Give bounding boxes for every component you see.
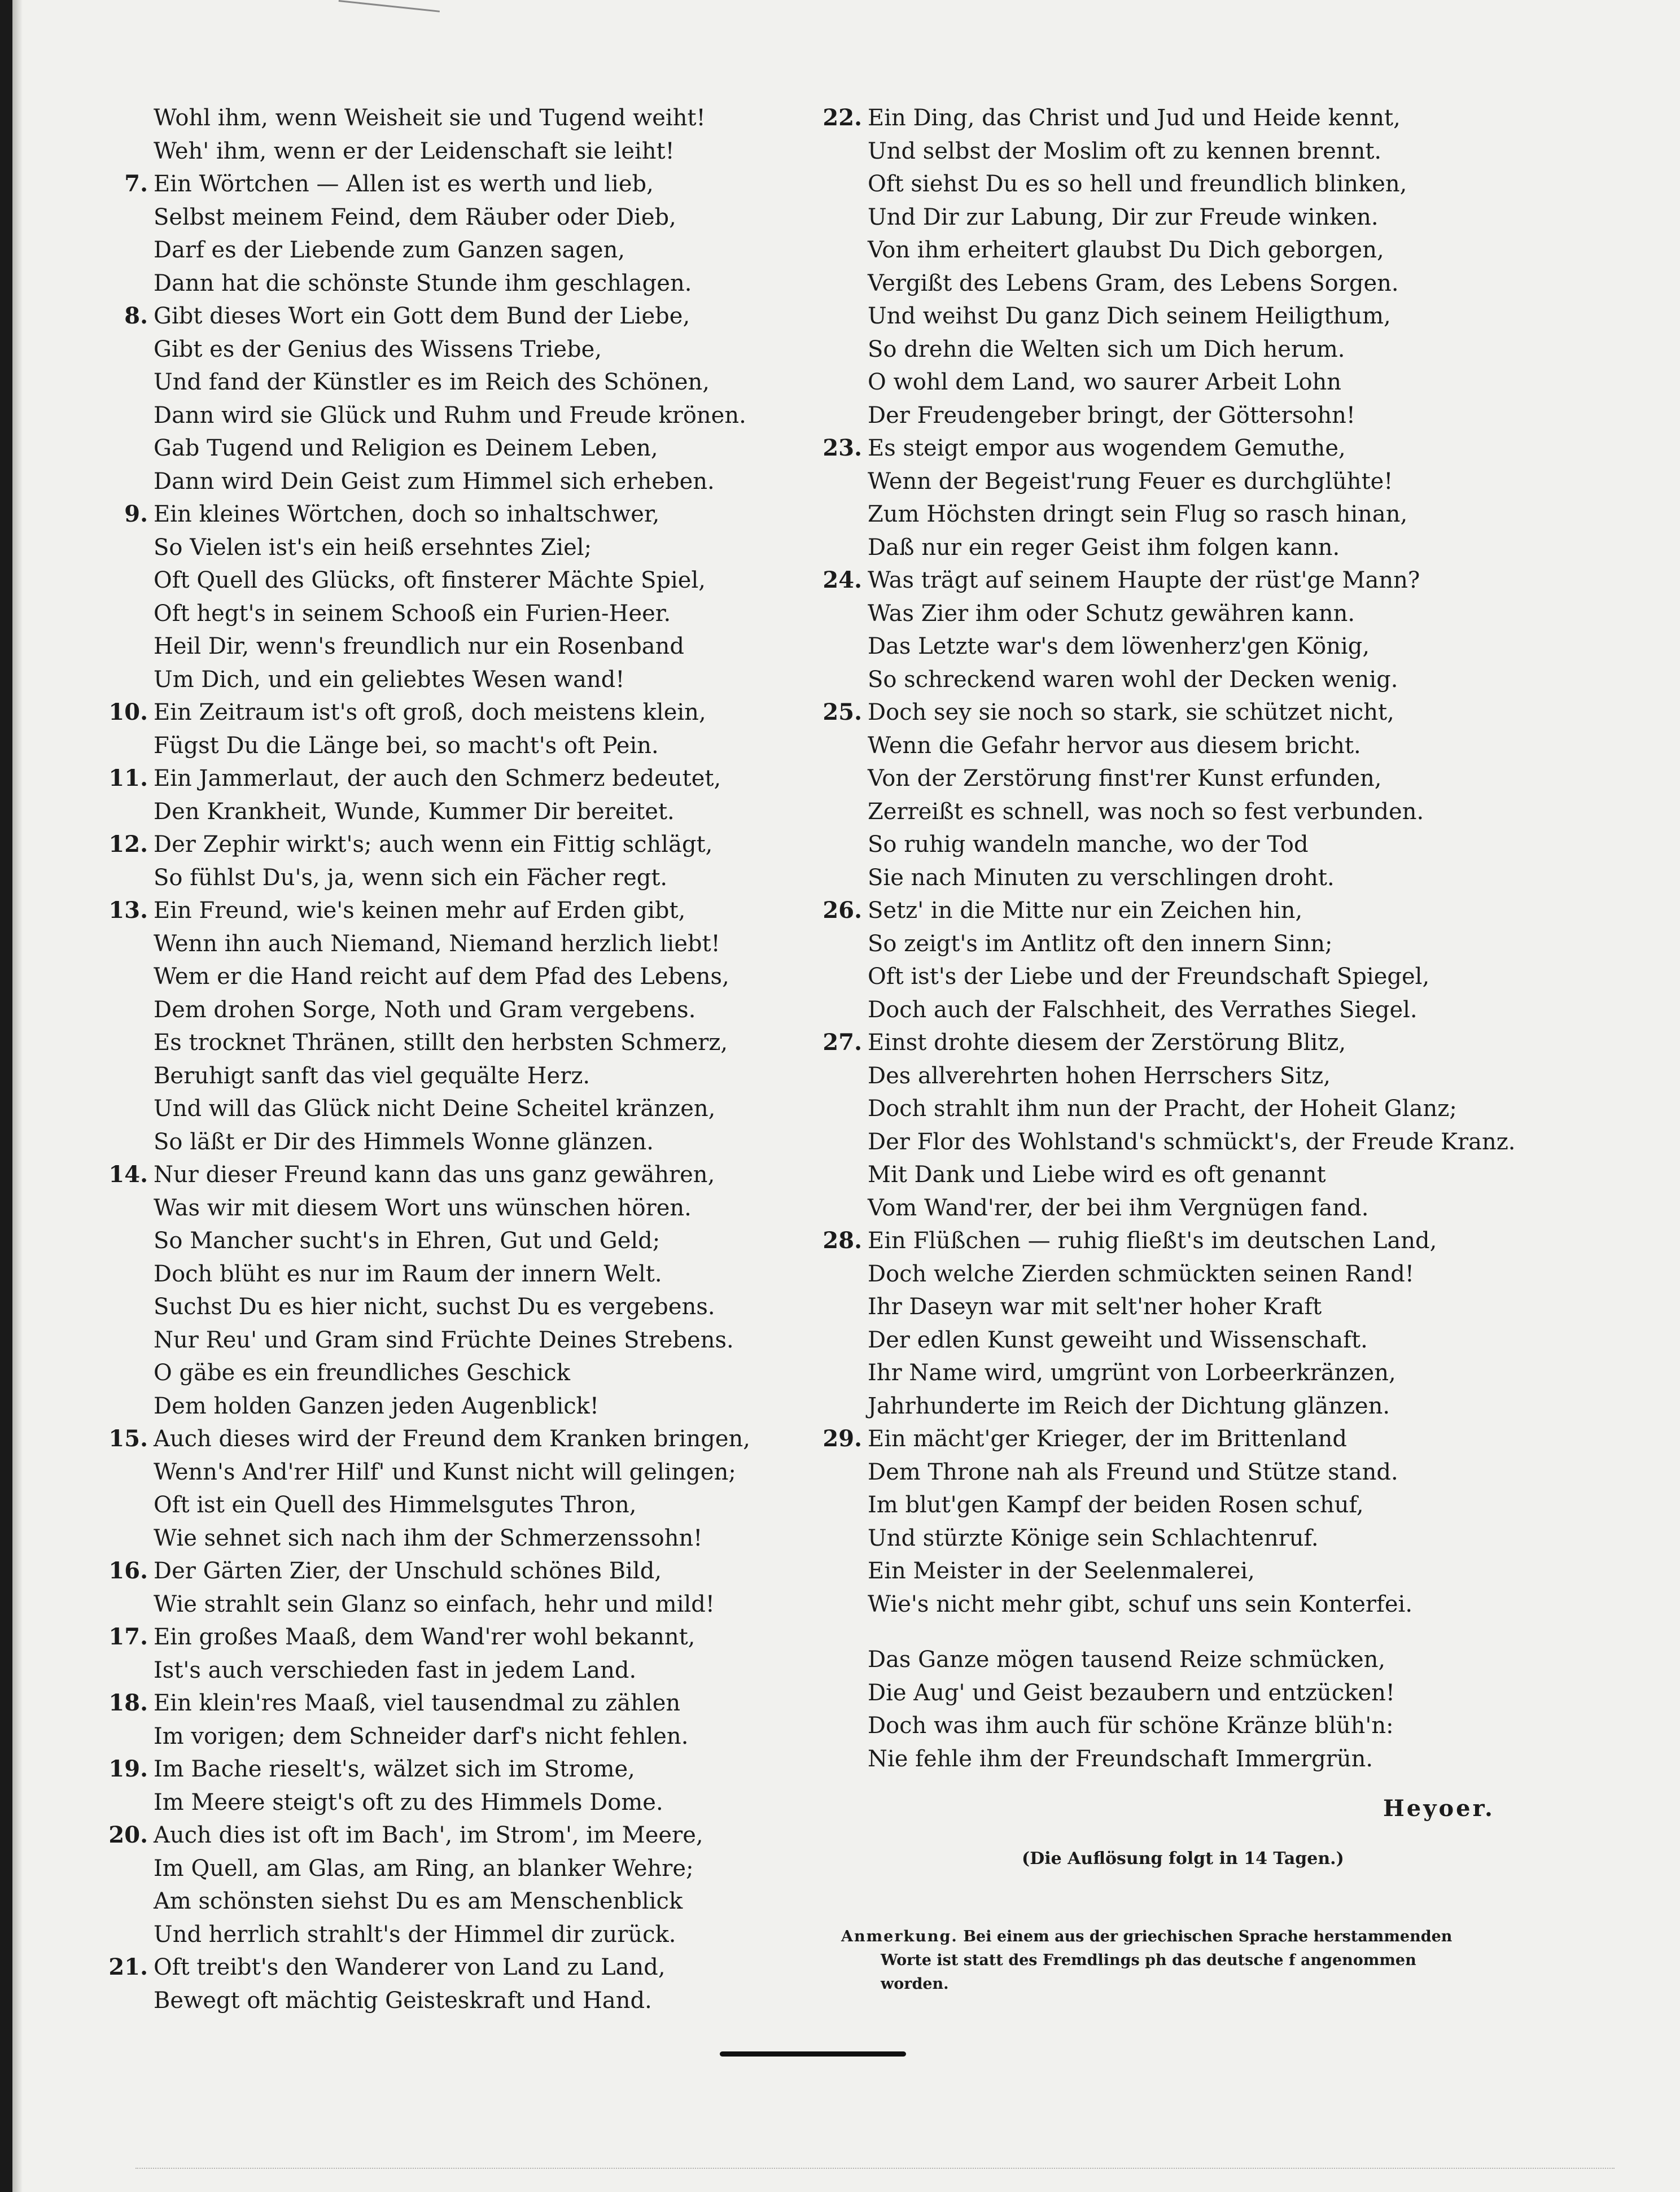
verse-line bbox=[107, 1192, 745, 1225]
verse-line bbox=[107, 729, 745, 763]
verse-line bbox=[821, 333, 1600, 366]
verse-line bbox=[821, 498, 1600, 531]
riddle-stanza bbox=[107, 828, 745, 894]
verse-text: Was Zier ihm oder Schutz gewähren kann. bbox=[868, 600, 1355, 627]
riddle-stanza bbox=[821, 432, 1600, 564]
verse-text: Jahrhunderte im Reich der Dichtung glänzen. bbox=[868, 1393, 1390, 1419]
footnote-line-3: worden. bbox=[881, 1975, 949, 1993]
verse-line bbox=[821, 1126, 1600, 1159]
verse-text: Und fand der Künstler es im Reich des Schönen, bbox=[154, 369, 710, 395]
verse-text: Der edlen Kunst geweiht und Wissenschaft. bbox=[868, 1327, 1368, 1353]
verse-text: Von der Zerstörung finst'rer Kunst erfunden, bbox=[868, 765, 1382, 791]
verse-line bbox=[821, 168, 1600, 201]
verse-line bbox=[107, 663, 745, 697]
verse-text: Es steigt empor aus wogendem Gemuthe, bbox=[868, 435, 1346, 461]
verse-text: Wem er die Hand reicht auf dem Pfad des Lebens, bbox=[154, 964, 729, 990]
verse-line bbox=[107, 927, 745, 961]
verse-line bbox=[107, 465, 745, 498]
verse-text: Das Letzte war's dem löwenherz'gen König, bbox=[868, 633, 1370, 659]
verse-text: So läßt er Dir des Himmels Wonne glänzen. bbox=[154, 1128, 654, 1155]
verse-line bbox=[107, 1819, 745, 1852]
verse-line bbox=[107, 1687, 745, 1720]
verse-line bbox=[821, 1026, 1600, 1060]
verse-text: Fügst Du die Länge bei, so macht's oft Pein. bbox=[154, 732, 659, 759]
verse-line bbox=[821, 663, 1600, 697]
riddle-stanza bbox=[821, 102, 1600, 432]
verse-text: Nur dieser Freund kann das uns ganz gewähren, bbox=[154, 1162, 715, 1188]
verse-text: O wohl dem Land, wo saurer Arbeit Lohn bbox=[868, 369, 1342, 395]
verse-text: Dem Throne nah als Freund und Stütze stand. bbox=[868, 1459, 1398, 1485]
verse-text: Und will das Glück nicht Deine Scheitel kränzen, bbox=[154, 1096, 716, 1122]
verse-line bbox=[821, 300, 1600, 333]
verse-text: Doch strahlt ihm nun der Pracht, der Hoheit Glanz; bbox=[868, 1096, 1457, 1122]
verse-line bbox=[107, 1158, 745, 1192]
verse-line bbox=[821, 1192, 1600, 1225]
stanza-number: 18. bbox=[108, 1690, 148, 1716]
verse-line bbox=[821, 696, 1600, 729]
verse-text: Und Dir zur Labung, Dir zur Freude winken. bbox=[868, 204, 1379, 230]
verse-line bbox=[821, 201, 1600, 234]
verse-line bbox=[107, 1885, 745, 1918]
verse-text: Oft ist ein Quell des Himmelsgutes Thron, bbox=[154, 1492, 637, 1518]
verse-line bbox=[821, 1643, 1600, 1677]
stanza-number: 29. bbox=[823, 1425, 862, 1452]
bottom-ornament-rule bbox=[720, 2051, 906, 2057]
verse-line bbox=[821, 828, 1600, 861]
riddle-stanza bbox=[821, 1026, 1600, 1224]
verse-text: Und weihst Du ganz Dich seinem Heiligthum, bbox=[868, 303, 1391, 329]
verse-text: Heil Dir, wenn's freundlich nur ein Rosenband bbox=[154, 633, 685, 659]
verse-text: Wie sehnet sich nach ihm der Schmerzenssohn! bbox=[154, 1525, 703, 1551]
bottom-bleedthrough bbox=[135, 2168, 1615, 2170]
verse-text: Wohl ihm, wenn Weisheit sie und Tugend weiht! bbox=[154, 105, 706, 131]
verse-text: Dem drohen Sorge, Noth und Gram vergebens. bbox=[154, 996, 696, 1023]
verse-line bbox=[107, 795, 745, 829]
verse-line bbox=[107, 861, 745, 895]
verse-line bbox=[821, 1423, 1600, 1456]
verse-text: Ein Ding, das Christ und Jud und Heide kennt, bbox=[868, 105, 1401, 131]
verse-line bbox=[107, 1324, 745, 1357]
stanza-number: 26. bbox=[823, 897, 862, 924]
verse-line bbox=[821, 1324, 1600, 1357]
verse-line bbox=[107, 1357, 745, 1390]
verse-line bbox=[107, 1026, 745, 1060]
verse-text: Weh' ihm, wenn er der Leidenschaft sie leiht! bbox=[154, 138, 675, 164]
verse-line bbox=[821, 1357, 1600, 1390]
verse-line bbox=[821, 729, 1600, 763]
verse-text: Im Bache rieselt's, wälzet sich im Strome, bbox=[154, 1756, 635, 1782]
verse-line bbox=[107, 1951, 745, 1984]
verse-text: Wie's nicht mehr gibt, schuf uns sein Konterfei. bbox=[868, 1591, 1413, 1617]
verse-text: So drehn die Welten sich um Dich herum. bbox=[868, 336, 1345, 362]
stanza-number: 14. bbox=[108, 1161, 148, 1188]
verse-line bbox=[107, 1390, 745, 1423]
verse-line bbox=[821, 1092, 1600, 1126]
top-scratch-line bbox=[339, 0, 440, 12]
verse-text: Oft ist's der Liebe und der Freundschaft Spiegel, bbox=[868, 964, 1430, 990]
verse-text: So schreckend waren wohl der Decken wenig. bbox=[868, 666, 1398, 693]
stanza-number: 10. bbox=[108, 699, 148, 725]
verse-line bbox=[107, 1456, 745, 1489]
verse-line bbox=[107, 1588, 745, 1621]
verse-line bbox=[821, 1060, 1600, 1093]
verse-line bbox=[107, 168, 745, 201]
riddle-stanza bbox=[107, 1819, 745, 1951]
verse-text: Des allverehrten hohen Herrschers Sitz, bbox=[868, 1062, 1331, 1089]
verse-text: Ein Zeitraum ist's oft groß, doch meistens klein, bbox=[154, 699, 706, 725]
verse-text: Zerreißt es schnell, was noch so fest verbunden. bbox=[868, 798, 1424, 825]
verse-line bbox=[107, 1258, 745, 1291]
stanza-number: 25. bbox=[823, 699, 862, 725]
verse-text: Ihr Daseyn war mit selt'ner hoher Kraft bbox=[868, 1294, 1322, 1320]
stanza-number: 11. bbox=[108, 765, 148, 791]
verse-text: Auch dieses wird der Freund dem Kranken bringen, bbox=[154, 1426, 750, 1452]
verse-text: Wenn ihn auch Niemand, Niemand herzlich liebt! bbox=[154, 930, 720, 957]
riddle-stanza bbox=[821, 696, 1600, 894]
verse-line bbox=[821, 927, 1600, 961]
verse-line bbox=[107, 333, 745, 366]
verse-text: Ein mächt'ger Krieger, der im Brittenland bbox=[868, 1426, 1347, 1452]
verse-text: Und selbst der Moslim oft zu kennen brennt. bbox=[868, 138, 1382, 164]
footnote-line-1: Bei einem aus der griechischen Sprache herstammenden bbox=[963, 1928, 1453, 1945]
verse-text: Dem holden Ganzen jeden Augenblick! bbox=[154, 1393, 599, 1419]
verse-text: Die Aug' und Geist bezaubern und entzücken! bbox=[868, 1679, 1395, 1706]
verse-line bbox=[107, 399, 745, 432]
verse-text: So ruhig wandeln manche, wo der Tod bbox=[868, 832, 1309, 857]
stanza-number: 13. bbox=[108, 897, 148, 924]
verse-line bbox=[821, 1555, 1600, 1588]
riddle-stanza bbox=[821, 1224, 1600, 1423]
verse-text: Nie fehle ihm der Freundschaft Immergrün. bbox=[868, 1745, 1373, 1772]
footnote-label: Anmerkung. bbox=[841, 1928, 958, 1945]
verse-line bbox=[821, 1709, 1600, 1743]
verse-line bbox=[107, 1984, 745, 2018]
verse-text: So Vielen ist's ein heiß ersehntes Ziel; bbox=[154, 534, 592, 561]
verse-line bbox=[107, 894, 745, 927]
verse-text: Dann wird sie Glück und Ruhm und Freude krönen. bbox=[154, 402, 746, 428]
verse-text: O gäbe es ein freundliches Geschick bbox=[154, 1360, 570, 1386]
verse-line bbox=[107, 234, 745, 267]
verse-text: Dann hat die schönste Stunde ihm geschlagen. bbox=[154, 270, 692, 296]
verse-line bbox=[107, 630, 745, 663]
verse-line bbox=[107, 762, 745, 795]
verse-line bbox=[821, 432, 1600, 465]
verse-text: Daß nur ein reger Geist ihm folgen kann. bbox=[868, 534, 1340, 561]
riddle-stanza bbox=[107, 300, 745, 498]
verse-text: Setz' in die Mitte nur ein Zeichen hin, bbox=[868, 898, 1303, 924]
footnote bbox=[841, 1925, 1541, 1996]
verse-line bbox=[821, 102, 1600, 135]
verse-text: Wie strahlt sein Glanz so einfach, hehr und mild! bbox=[154, 1591, 715, 1617]
verse-line bbox=[107, 135, 745, 168]
stanza-number: 16. bbox=[108, 1557, 148, 1584]
verse-line bbox=[107, 1224, 745, 1258]
riddle-stanza bbox=[107, 1951, 745, 2017]
verse-text: Einst drohte diesem der Zerstörung Blitz, bbox=[868, 1030, 1346, 1056]
riddle-stanza bbox=[107, 1753, 745, 1819]
verse-text: Ein Jammerlaut, der auch den Schmerz bedeutet, bbox=[154, 765, 721, 791]
verse-line bbox=[107, 1852, 745, 1885]
verse-text: Ein großes Maaß, dem Wand'rer wohl bekannt, bbox=[154, 1624, 695, 1650]
verse-line bbox=[821, 564, 1600, 597]
verse-text: Ein Flüßchen — ruhig fließt's im deutschen Land, bbox=[868, 1228, 1437, 1254]
verse-line bbox=[107, 1918, 745, 1952]
riddle-stanza bbox=[107, 1621, 745, 1687]
verse-text: Ein Freund, wie's keinen mehr auf Erden gibt, bbox=[154, 898, 686, 924]
verse-line bbox=[821, 994, 1600, 1027]
verse-line bbox=[107, 1720, 745, 1753]
verse-text: Auch dies ist oft im Bach', im Strom', im Meere, bbox=[154, 1822, 703, 1848]
verse-line bbox=[821, 1390, 1600, 1423]
verse-line bbox=[821, 1258, 1600, 1291]
verse-text: Ein Meister in der Seelenmalerei, bbox=[868, 1558, 1255, 1584]
verse-line bbox=[821, 465, 1600, 498]
verse-line bbox=[821, 795, 1600, 829]
verse-text: Wenn's And'rer Hilf' und Kunst nicht will gelingen; bbox=[154, 1459, 736, 1485]
riddle-stanza bbox=[821, 894, 1600, 1026]
verse-text: Ein Wörtchen — Allen ist es werth und lieb, bbox=[154, 171, 654, 197]
riddle-stanza bbox=[107, 696, 745, 762]
verse-text: Ein klein'res Maaß, viel tausendmal zu zählen bbox=[154, 1690, 681, 1716]
verse-text: Oft hegt's in seinem Schooß ein Furien-Heer. bbox=[154, 600, 671, 627]
verse-text: Beruhigt sanft das viel gequälte Herz. bbox=[154, 1062, 590, 1089]
verse-line bbox=[821, 1522, 1600, 1555]
verse-line bbox=[107, 531, 745, 565]
verse-text: Oft siehst Du es so hell und freundlich blinken, bbox=[868, 171, 1407, 197]
verse-text: So zeigt's im Antlitz oft den innern Sinn; bbox=[868, 930, 1333, 957]
verse-line bbox=[821, 267, 1600, 300]
verse-text: Und herrlich strahlt's der Himmel dir zurück. bbox=[154, 1921, 676, 1948]
stanza-number: 17. bbox=[108, 1624, 148, 1650]
verse-text: Der Gärten Zier, der Unschuld schönes Bild, bbox=[154, 1558, 662, 1584]
riddle-stanza bbox=[107, 894, 745, 1158]
stanza-number: 9. bbox=[124, 501, 148, 527]
verse-text: Darf es der Liebende zum Ganzen sagen, bbox=[154, 237, 625, 263]
verse-line bbox=[821, 1588, 1600, 1621]
verse-text: Oft treibt's den Wanderer von Land zu Land, bbox=[154, 1954, 666, 1980]
verse-line bbox=[821, 1677, 1600, 1710]
verse-text: Im Quell, am Glas, am Ring, an blanker Wehre; bbox=[154, 1855, 694, 1882]
verse-text: Gab Tugend und Religion es Deinem Leben, bbox=[154, 435, 658, 461]
verse-text: Im vorigen; dem Schneider darf's nicht fehlen. bbox=[154, 1723, 689, 1749]
verse-line bbox=[821, 1743, 1600, 1776]
verse-line bbox=[821, 960, 1600, 994]
stanza-number: 27. bbox=[823, 1029, 862, 1056]
verse-line bbox=[107, 1489, 745, 1522]
verse-line bbox=[107, 1060, 745, 1093]
stanza-number: 22. bbox=[823, 104, 862, 131]
verse-text: Es trocknet Thränen, stillt den herbsten Schmerz, bbox=[154, 1030, 728, 1056]
stanza-number: 21. bbox=[108, 1954, 148, 1980]
verse-line bbox=[821, 1290, 1600, 1324]
verse-text: Im Meere steigt's oft zu des Himmels Dome. bbox=[154, 1789, 663, 1815]
verse-line bbox=[821, 399, 1600, 432]
verse-line bbox=[107, 432, 745, 465]
verse-text: So Mancher sucht's in Ehren, Gut und Geld; bbox=[154, 1228, 660, 1254]
verse-line bbox=[107, 1654, 745, 1687]
verse-text: Den Krankheit, Wunde, Kummer Dir bereitet. bbox=[154, 798, 675, 825]
verse-text: Suchst Du es hier nicht, suchst Du es vergebens. bbox=[154, 1294, 715, 1320]
author-signature: Heyoer. bbox=[1383, 1795, 1495, 1822]
verse-text: Am schönsten siehst Du es am Menschenblick bbox=[154, 1888, 683, 1914]
binding-shadow bbox=[12, 0, 23, 2192]
verse-line bbox=[107, 564, 745, 597]
verse-text: Was wir mit diesem Wort uns wünschen hören. bbox=[154, 1195, 692, 1221]
stanza-number: 20. bbox=[108, 1822, 148, 1848]
verse-text: So fühlst Du's, ja, wenn sich ein Fächer regt. bbox=[154, 864, 668, 891]
riddle-stanza bbox=[107, 1158, 745, 1423]
verse-line bbox=[107, 1092, 745, 1126]
verse-text: Wenn der Begeist'rung Feuer es durchglühte! bbox=[868, 468, 1393, 495]
verse-text: Gibt dieses Wort ein Gott dem Bund der Liebe, bbox=[154, 303, 690, 329]
verse-line bbox=[107, 201, 745, 234]
verse-line bbox=[821, 531, 1600, 565]
verse-line bbox=[821, 1456, 1600, 1489]
riddle-stanza bbox=[821, 564, 1600, 696]
verse-text: Mit Dank und Liebe wird es oft genannt bbox=[868, 1162, 1326, 1188]
solution-notice: (Die Auflösung folgt in 14 Tagen.) bbox=[1022, 1849, 1344, 1869]
verse-line bbox=[821, 366, 1600, 399]
verse-line bbox=[821, 861, 1600, 895]
verse-line bbox=[107, 267, 745, 300]
riddle-stanza bbox=[107, 102, 745, 168]
stanza-number: 28. bbox=[823, 1227, 862, 1254]
right-text-column bbox=[821, 102, 1600, 1775]
verse-line bbox=[107, 1753, 745, 1786]
verse-text: Doch blüht es nur im Raum der innern Welt. bbox=[154, 1261, 662, 1287]
verse-text: Zum Höchsten dringt sein Flug so rasch hinan, bbox=[868, 501, 1408, 527]
verse-line bbox=[107, 498, 745, 531]
closing-stanza bbox=[821, 1643, 1600, 1775]
verse-text: Um Dich, und ein geliebtes Wesen wand! bbox=[154, 666, 625, 693]
verse-line bbox=[821, 1158, 1600, 1192]
left-text-column bbox=[107, 102, 750, 2017]
verse-line bbox=[107, 366, 745, 399]
verse-text: Vom Wand'rer, der bei ihm Vergnügen fand. bbox=[868, 1195, 1369, 1221]
verse-line bbox=[107, 960, 745, 994]
verse-text: Dann wird Dein Geist zum Himmel sich erheben. bbox=[154, 468, 715, 495]
verse-line bbox=[107, 1290, 745, 1324]
stanza-number: 7. bbox=[124, 170, 148, 197]
verse-text: Gibt es der Genius des Wissens Triebe, bbox=[154, 336, 602, 362]
verse-line bbox=[107, 1555, 745, 1588]
verse-line bbox=[107, 102, 745, 135]
riddle-stanza bbox=[107, 1687, 745, 1753]
stanza-number: 8. bbox=[124, 303, 148, 329]
verse-text: Was trägt auf seinem Haupte der rüst'ge Mann? bbox=[868, 567, 1420, 593]
verse-line bbox=[107, 1522, 745, 1555]
verse-text: Ihr Name wird, umgrünt von Lorbeerkränzen, bbox=[868, 1360, 1396, 1386]
verse-line bbox=[107, 597, 745, 631]
verse-text: Bewegt oft mächtig Geisteskraft und Hand. bbox=[154, 1987, 652, 2014]
verse-text: Doch welche Zierden schmückten seinen Rand! bbox=[868, 1261, 1414, 1287]
verse-text: Im blut'gen Kampf der beiden Rosen schuf, bbox=[868, 1492, 1364, 1518]
verse-text: Doch was ihm auch für schöne Kränze blüh'n: bbox=[868, 1713, 1394, 1739]
stanza-number: 24. bbox=[823, 567, 862, 593]
verse-line bbox=[821, 597, 1600, 631]
verse-line bbox=[821, 630, 1600, 663]
riddle-stanza bbox=[107, 498, 745, 696]
verse-text: Doch sey sie noch so stark, sie schützet nicht, bbox=[868, 699, 1394, 725]
verse-line bbox=[107, 696, 745, 729]
verse-line bbox=[821, 234, 1600, 267]
verse-text: Nur Reu' und Gram sind Früchte Deines Strebens. bbox=[154, 1327, 734, 1353]
riddle-stanza bbox=[107, 168, 745, 300]
verse-line bbox=[107, 1621, 745, 1654]
verse-text: Der Zephir wirkt's; auch wenn ein Fittig schlägt, bbox=[154, 832, 713, 857]
verse-text: Und stürzte Könige sein Schlachtenruf. bbox=[868, 1525, 1319, 1551]
verse-text: Ein kleines Wörtchen, doch so inhaltschwer, bbox=[154, 501, 660, 527]
verse-text: Selbst meinem Feind, dem Räuber oder Dieb, bbox=[154, 204, 676, 230]
verse-line bbox=[821, 894, 1600, 927]
stanza-number: 15. bbox=[108, 1425, 148, 1452]
verse-text: Sie nach Minuten zu verschlingen droht. bbox=[868, 864, 1335, 891]
verse-line bbox=[821, 762, 1600, 795]
verse-text: Das Ganze mögen tausend Reize schmücken, bbox=[868, 1647, 1386, 1673]
verse-line bbox=[821, 1224, 1600, 1258]
stanza-number: 12. bbox=[108, 831, 148, 857]
stanza-number: 23. bbox=[823, 435, 862, 461]
verse-line bbox=[107, 300, 745, 333]
verse-text: Oft Quell des Glücks, oft finsterer Mächte Spiel, bbox=[154, 567, 706, 593]
binding-edge bbox=[0, 0, 12, 2192]
verse-text: Der Freudengeber bringt, der Göttersohn! bbox=[868, 402, 1356, 428]
riddle-stanza bbox=[107, 1555, 745, 1621]
verse-text: Ist's auch verschieden fast in jedem Land. bbox=[154, 1657, 637, 1683]
verse-text: Wenn die Gefahr hervor aus diesem bricht. bbox=[868, 732, 1361, 759]
verse-text: Der Flor des Wohlstand's schmückt's, der Freude Kranz. bbox=[868, 1128, 1516, 1155]
verse-text: Vergißt des Lebens Gram, des Lebens Sorgen. bbox=[868, 270, 1399, 296]
verse-line bbox=[107, 1423, 750, 1456]
verse-line bbox=[107, 994, 745, 1027]
stanza-number: 19. bbox=[108, 1756, 148, 1782]
verse-line bbox=[107, 828, 745, 861]
footnote-line-2: Worte ist statt des Fremdlings ph das deutsche f angenommen bbox=[881, 1952, 1416, 1969]
verse-line bbox=[821, 1489, 1600, 1522]
verse-line bbox=[107, 1126, 745, 1159]
verse-line bbox=[107, 1786, 745, 1819]
verse-line bbox=[821, 135, 1600, 168]
verse-text: Doch auch der Falschheit, des Verrathes Siegel. bbox=[868, 996, 1418, 1023]
riddle-stanza bbox=[107, 1423, 750, 1555]
verse-text: Von ihm erheitert glaubst Du Dich geborgen, bbox=[868, 237, 1384, 263]
riddle-stanza bbox=[821, 1423, 1600, 1621]
riddle-stanza bbox=[107, 762, 745, 828]
